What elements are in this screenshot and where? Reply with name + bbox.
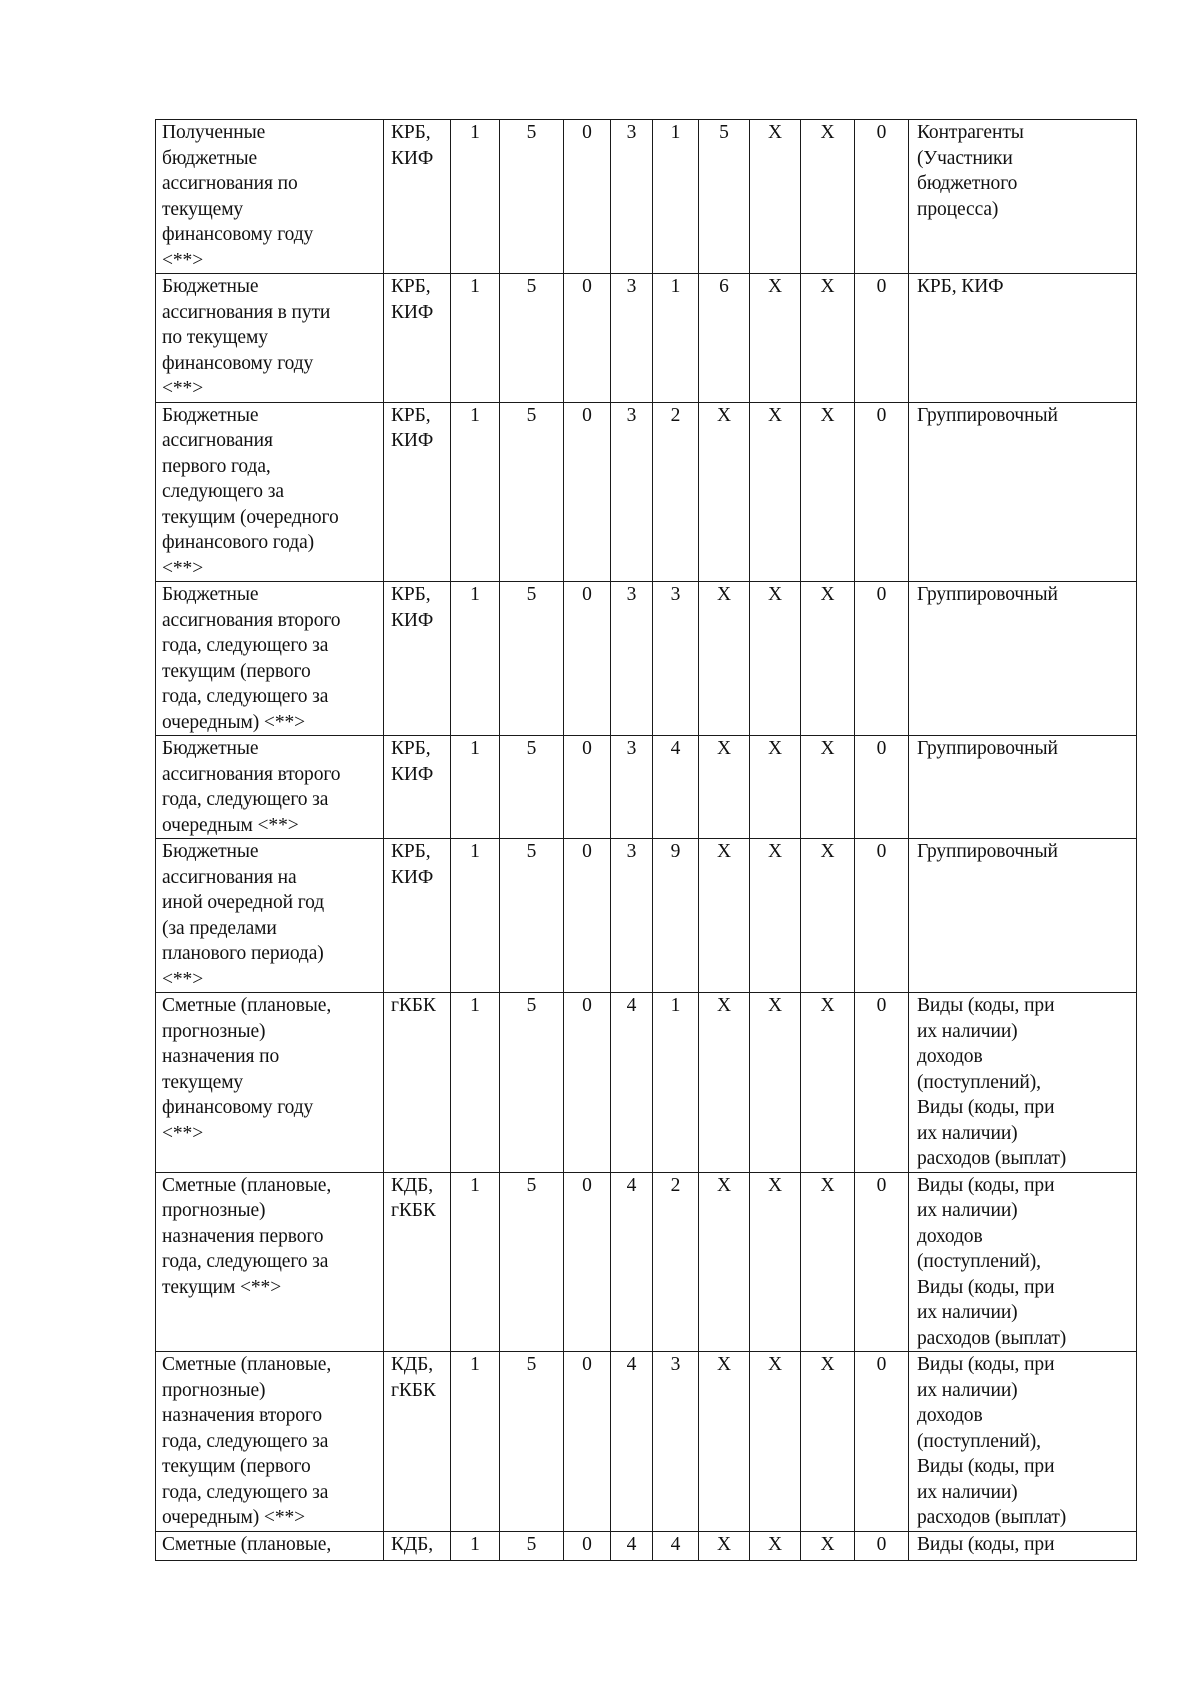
code-type-cell — [384, 1531, 451, 1560]
account-digit-cell: 0 — [855, 736, 909, 839]
account-digit-cell: 3 — [611, 274, 653, 403]
code-type-cell — [384, 120, 451, 274]
account-digit-cell: 0 — [564, 1172, 611, 1352]
name-line: текущему — [162, 198, 244, 220]
account-digit-cell: X — [699, 736, 750, 839]
name-line: финансового года) — [162, 532, 315, 553]
account-digit-cell: 3 — [611, 839, 653, 993]
analytics-line: (Участники — [917, 147, 1013, 169]
name-line: назначения по — [162, 1046, 280, 1067]
code-line: КДБ, — [391, 1354, 433, 1375]
analytics-line: расходов (выплат) — [917, 1327, 1067, 1349]
account-digit-cell: 4 — [611, 1172, 653, 1352]
analytics-line: их наличии) — [917, 1302, 1018, 1323]
name-line: Сметные (плановые, — [162, 1533, 332, 1555]
account-digit-cell: X — [750, 402, 801, 582]
account-name-cell — [156, 402, 384, 582]
account-digit-cell: X — [750, 1352, 801, 1532]
account-digit-cell: 3 — [611, 736, 653, 839]
name-line: текущим (первого — [162, 660, 311, 682]
analytics-cell — [909, 839, 1137, 993]
name-line: года, следующего за — [162, 686, 329, 707]
account-digit-cell: 1 — [451, 993, 500, 1173]
name-line: ассигнования на — [162, 866, 297, 888]
name-line: текущим (очередного — [162, 506, 339, 528]
code-type-cell — [384, 839, 451, 993]
account-digit-cell: 0 — [564, 736, 611, 839]
account-digit-cell: 5 — [500, 736, 564, 839]
analytics-line: Виды (коды, при — [917, 1174, 1055, 1196]
account-name-cell — [156, 120, 384, 274]
name-line: <**> — [162, 1122, 204, 1144]
table-row — [156, 839, 1137, 993]
account-digit-cell: 5 — [500, 839, 564, 993]
table-row — [156, 582, 1137, 736]
account-digit-cell: X — [750, 1531, 801, 1560]
account-digit-cell: X — [699, 839, 750, 993]
analytics-line: бюджетного — [917, 173, 1018, 194]
name-line: Бюджетные — [162, 738, 259, 759]
account-name-cell — [156, 1172, 384, 1352]
name-line: года, следующего за — [162, 1430, 329, 1452]
table-row — [156, 993, 1137, 1173]
account-digit-cell: 1 — [653, 274, 699, 403]
account-digit-cell: X — [750, 839, 801, 993]
account-digit-cell: 6 — [699, 274, 750, 403]
analytics-line: (поступлений), — [917, 1071, 1041, 1093]
table-row — [156, 402, 1137, 582]
name-line: текущим (первого — [162, 1456, 311, 1477]
name-line: Бюджетные — [162, 584, 259, 605]
name-line: Бюджетные — [162, 404, 259, 426]
account-name-cell — [156, 839, 384, 993]
account-digit-cell: 2 — [653, 1172, 699, 1352]
account-digit-cell: X — [750, 1172, 801, 1352]
account-digit-cell: 1 — [451, 1531, 500, 1560]
account-name-cell — [156, 993, 384, 1173]
account-digit-cell: 1 — [653, 993, 699, 1173]
analytics-line: их наличии) — [917, 1481, 1018, 1503]
account-digit-cell: X — [801, 1172, 855, 1352]
account-digit-cell: X — [801, 839, 855, 993]
name-line: назначения первого — [162, 1225, 324, 1247]
account-digit-cell: 0 — [564, 402, 611, 582]
name-line: Полученные — [162, 122, 266, 143]
name-line: иной очередной год — [162, 892, 325, 913]
code-line: КИФ — [391, 609, 434, 631]
analytics-line: их наличии) — [917, 1122, 1018, 1144]
code-line: гКБК — [391, 1200, 436, 1221]
analytics-cell — [909, 120, 1137, 274]
account-name-cell — [156, 736, 384, 839]
account-digit-cell: 1 — [451, 274, 500, 403]
code-type-cell — [384, 582, 451, 736]
code-line: КДБ, — [391, 1174, 433, 1196]
analytics-line: доходов — [917, 1405, 983, 1426]
code-line: КРБ, — [391, 738, 431, 759]
name-line: прогнозные) — [162, 1379, 266, 1401]
account-digit-cell: 0 — [855, 274, 909, 403]
account-digit-cell: 1 — [451, 402, 500, 582]
analytics-line: Контрагенты — [917, 122, 1024, 143]
analytics-line: расходов (выплат) — [917, 1507, 1067, 1528]
account-digit-cell: 0 — [855, 839, 909, 993]
name-line: финансовому году — [162, 1097, 314, 1118]
account-digit-cell: 5 — [500, 402, 564, 582]
account-digit-cell: 3 — [611, 402, 653, 582]
account-digit-cell: 3 — [611, 582, 653, 736]
account-digit-cell: X — [801, 993, 855, 1173]
account-digit-cell: X — [699, 993, 750, 1173]
name-line: текущему — [162, 1071, 244, 1093]
analytics-cell — [909, 582, 1137, 736]
analytics-line: Группировочный — [917, 584, 1058, 605]
code-line: КРБ, — [391, 584, 431, 605]
code-line: КРБ, — [391, 404, 431, 426]
analytics-line: доходов — [917, 1046, 983, 1067]
name-line: ассигнования в пути — [162, 301, 331, 323]
account-digit-cell: X — [750, 582, 801, 736]
table-row — [156, 1531, 1137, 1560]
analytics-line: (поступлений), — [917, 1430, 1041, 1452]
account-digit-cell: 1 — [451, 582, 500, 736]
account-digit-cell: 4 — [611, 1531, 653, 1560]
name-line: бюджетные — [162, 147, 258, 169]
analytics-line: процесса) — [917, 198, 999, 220]
account-digit-cell: 4 — [653, 1531, 699, 1560]
name-line: следующего за — [162, 481, 284, 502]
code-line: КИФ — [391, 763, 434, 785]
name-line: <**> — [162, 557, 204, 579]
analytics-line: доходов — [917, 1225, 983, 1247]
account-digit-cell: 0 — [564, 839, 611, 993]
name-line: Сметные (плановые, — [162, 1174, 332, 1196]
account-name-cell — [156, 1531, 384, 1560]
code-type-cell — [384, 1172, 451, 1352]
table-body — [156, 120, 1137, 1561]
account-plan-table — [155, 119, 1137, 1561]
account-digit-cell: 0 — [855, 1352, 909, 1532]
table-row — [156, 274, 1137, 403]
name-line: очередным) <**> — [162, 711, 306, 733]
account-digit-cell: 3 — [653, 1352, 699, 1532]
name-line: прогнозные) — [162, 1200, 266, 1221]
analytics-cell — [909, 274, 1137, 403]
analytics-line: их наличии) — [917, 1200, 1018, 1221]
name-line: <**> — [162, 378, 204, 399]
code-line: КДБ, — [391, 1533, 433, 1555]
analytics-line: Виды (коды, при — [917, 1276, 1055, 1298]
name-line: года, следующего за — [162, 789, 329, 810]
name-line: ассигнования второго — [162, 609, 341, 631]
account-digit-cell: X — [801, 402, 855, 582]
account-digit-cell: 3 — [611, 120, 653, 274]
account-digit-cell: 4 — [653, 736, 699, 839]
account-name-cell — [156, 274, 384, 403]
account-digit-cell: 5 — [500, 274, 564, 403]
account-digit-cell: 5 — [500, 993, 564, 1173]
name-line: очередным) <**> — [162, 1507, 306, 1528]
name-line: финансовому году — [162, 352, 314, 374]
code-line: КРБ, — [391, 122, 431, 143]
account-digit-cell: 1 — [653, 120, 699, 274]
account-digit-cell: 1 — [451, 736, 500, 839]
analytics-cell — [909, 993, 1137, 1173]
name-line: (за пределами — [162, 917, 277, 939]
name-line: первого года, — [162, 455, 271, 477]
account-digit-cell: X — [699, 582, 750, 736]
analytics-line: Виды (коды, при — [917, 1097, 1055, 1118]
account-digit-cell: 0 — [564, 274, 611, 403]
name-line: Бюджетные — [162, 841, 259, 862]
name-line: по текущему — [162, 327, 268, 348]
name-line: ассигнования — [162, 430, 273, 451]
account-digit-cell: 0 — [855, 120, 909, 274]
name-line: ассигнования второго — [162, 763, 341, 785]
analytics-line: КРБ, КИФ — [917, 276, 1004, 297]
account-digit-cell: X — [699, 1172, 750, 1352]
code-line: КРБ, — [391, 276, 431, 297]
account-digit-cell: 4 — [611, 1352, 653, 1532]
account-digit-cell: 5 — [500, 1531, 564, 1560]
name-line: очередным <**> — [162, 814, 299, 836]
account-digit-cell: 5 — [500, 582, 564, 736]
analytics-cell — [909, 1172, 1137, 1352]
account-digit-cell: X — [750, 274, 801, 403]
account-digit-cell: 0 — [564, 120, 611, 274]
account-digit-cell: X — [801, 1352, 855, 1532]
analytics-line: их наличии) — [917, 1020, 1018, 1042]
account-digit-cell: X — [801, 582, 855, 736]
analytics-line: Виды (коды, при — [917, 1354, 1055, 1375]
analytics-line: Виды (коды, при — [917, 1533, 1055, 1555]
analytics-line: расходов (выплат) — [917, 1148, 1067, 1169]
code-line: гКБК — [391, 995, 436, 1016]
account-digit-cell: 0 — [564, 582, 611, 736]
name-line: года, следующего за — [162, 1481, 329, 1503]
account-digit-cell: X — [801, 1531, 855, 1560]
account-digit-cell: X — [801, 120, 855, 274]
name-line: текущим <**> — [162, 1276, 282, 1298]
name-line: назначения второго — [162, 1405, 322, 1426]
name-line: Сметные (плановые, — [162, 995, 332, 1016]
account-digit-cell: 5 — [500, 120, 564, 274]
analytics-cell — [909, 1352, 1137, 1532]
name-line: <**> — [162, 249, 204, 271]
account-digit-cell: 0 — [564, 993, 611, 1173]
account-digit-cell: 0 — [564, 1531, 611, 1560]
account-digit-cell: 0 — [855, 402, 909, 582]
account-digit-cell: 5 — [500, 1352, 564, 1532]
analytics-line: Группировочный — [917, 404, 1058, 426]
analytics-line: их наличии) — [917, 1379, 1018, 1401]
table-row — [156, 120, 1137, 274]
account-digit-cell: X — [699, 402, 750, 582]
account-digit-cell: 1 — [451, 1172, 500, 1352]
name-line: финансовому году — [162, 224, 314, 245]
account-digit-cell: 5 — [699, 120, 750, 274]
code-line: КИФ — [391, 866, 434, 888]
analytics-line: Виды (коды, при — [917, 995, 1055, 1016]
analytics-cell — [909, 402, 1137, 582]
code-line: КИФ — [391, 147, 434, 169]
code-type-cell — [384, 274, 451, 403]
code-line: гКБК — [391, 1379, 436, 1401]
account-digit-cell: 1 — [451, 1352, 500, 1532]
account-digit-cell: 9 — [653, 839, 699, 993]
name-line: года, следующего за — [162, 635, 329, 656]
code-type-cell — [384, 736, 451, 839]
account-digit-cell: 4 — [611, 993, 653, 1173]
account-digit-cell: 3 — [653, 582, 699, 736]
code-type-cell — [384, 402, 451, 582]
name-line: Бюджетные — [162, 276, 259, 297]
account-digit-cell: 0 — [855, 993, 909, 1173]
analytics-cell — [909, 1531, 1137, 1560]
account-digit-cell: 5 — [500, 1172, 564, 1352]
analytics-line: Группировочный — [917, 738, 1058, 759]
account-digit-cell: X — [750, 736, 801, 839]
analytics-line: (поступлений), — [917, 1251, 1041, 1272]
name-line: года, следующего за — [162, 1251, 329, 1272]
account-digit-cell: 0 — [564, 1352, 611, 1532]
code-line: КРБ, — [391, 841, 431, 862]
account-digit-cell: X — [699, 1352, 750, 1532]
name-line: прогнозные) — [162, 1020, 266, 1042]
analytics-line: Группировочный — [917, 841, 1058, 862]
table-row — [156, 1352, 1137, 1532]
account-digit-cell: 2 — [653, 402, 699, 582]
name-line: ассигнования по — [162, 173, 298, 194]
code-line: КИФ — [391, 301, 434, 323]
account-digit-cell: 1 — [451, 839, 500, 993]
name-line: <**> — [162, 968, 204, 990]
table-row — [156, 1172, 1137, 1352]
account-digit-cell: X — [699, 1531, 750, 1560]
account-digit-cell: 0 — [855, 582, 909, 736]
code-line: КИФ — [391, 430, 434, 451]
name-line: Сметные (плановые, — [162, 1354, 332, 1375]
account-digit-cell: X — [801, 274, 855, 403]
analytics-line: Виды (коды, при — [917, 1456, 1055, 1477]
account-name-cell — [156, 1352, 384, 1532]
analytics-cell — [909, 736, 1137, 839]
account-digit-cell: 1 — [451, 120, 500, 274]
account-digit-cell: X — [750, 120, 801, 274]
account-digit-cell: 0 — [855, 1531, 909, 1560]
name-line: планового периода) — [162, 943, 324, 964]
account-digit-cell: X — [750, 993, 801, 1173]
table-row — [156, 736, 1137, 839]
account-digit-cell: 0 — [855, 1172, 909, 1352]
account-digit-cell: X — [801, 736, 855, 839]
code-type-cell — [384, 1352, 451, 1532]
code-type-cell — [384, 993, 451, 1173]
account-name-cell — [156, 582, 384, 736]
